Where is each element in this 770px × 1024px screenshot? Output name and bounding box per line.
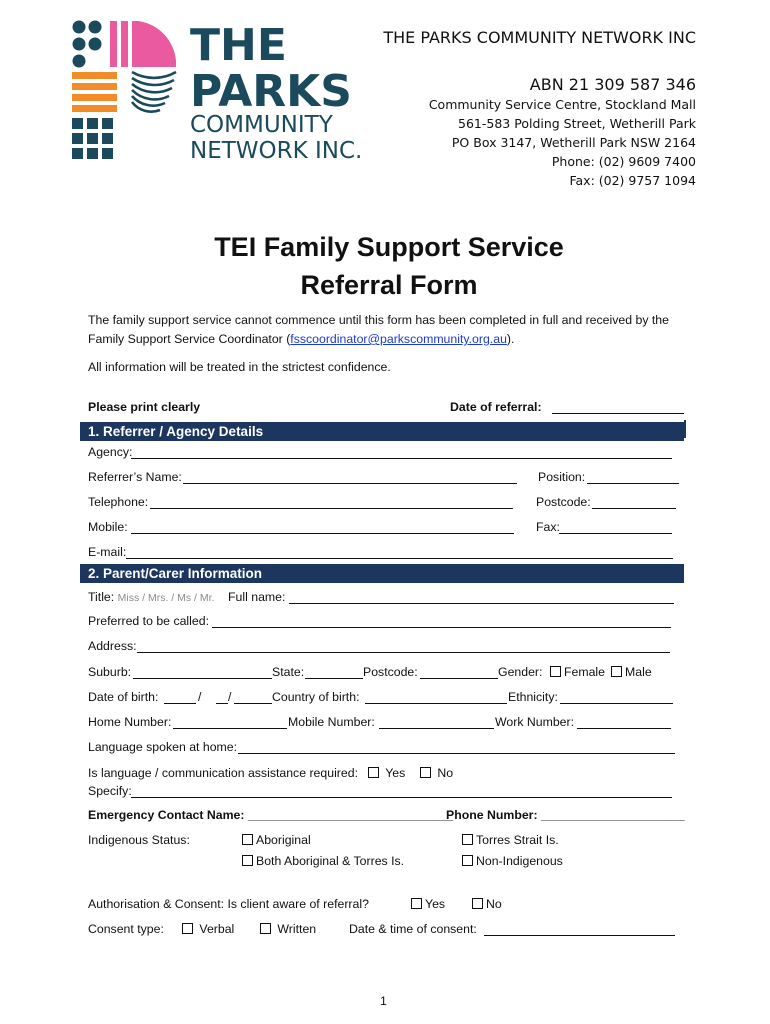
title-options[interactable]: Miss / Mrs. / Ms / Mr. xyxy=(117,592,215,604)
male-option[interactable] xyxy=(611,665,652,679)
specify-field[interactable] xyxy=(131,797,672,798)
dob-month-field[interactable] xyxy=(216,703,228,704)
specify-label: Specify: xyxy=(88,784,132,798)
authorisation-no-text: No xyxy=(486,897,502,911)
assistance-yes-option[interactable] xyxy=(368,766,405,780)
postcode2-label: Postcode: xyxy=(363,665,418,679)
agency-label: Agency: xyxy=(88,445,133,459)
non-indigenous-checkbox[interactable] xyxy=(462,855,473,866)
emergency-contact-text: Emergency Contact Name: xyxy=(88,808,245,822)
authorisation-no-checkbox[interactable] xyxy=(472,898,483,909)
home-number-label: Home Number: xyxy=(88,715,172,729)
aboriginal-checkbox[interactable] xyxy=(242,834,253,845)
aboriginal-text: Aboriginal xyxy=(256,833,311,847)
postcode-field[interactable] xyxy=(592,508,676,509)
authorisation-yes-option[interactable] xyxy=(411,897,445,911)
torres-text: Torres Strait Is. xyxy=(476,833,559,847)
org-fax: Fax: (02) 9757 1094 xyxy=(569,173,696,188)
assistance-question: Is language / communication assistance required: xyxy=(88,766,358,780)
referrer-name-field[interactable] xyxy=(183,483,517,484)
title-label xyxy=(88,590,214,604)
preferred-field[interactable] xyxy=(212,627,671,628)
consent-date-field[interactable] xyxy=(484,935,675,936)
section-bar-edge xyxy=(684,420,686,438)
both-checkbox[interactable] xyxy=(242,855,253,866)
org-address-2: 561-583 Polding Street, Wetherill Park xyxy=(458,116,696,131)
position-field[interactable] xyxy=(587,483,679,484)
org-address-1: Community Service Centre, Stockland Mall xyxy=(428,97,696,112)
form-subtitle: Referral Form xyxy=(300,270,478,300)
phone-number-text: Phone Number: xyxy=(446,808,538,822)
aboriginal-option[interactable] xyxy=(242,833,311,847)
indigenous-label: Indigenous Status: xyxy=(88,833,190,847)
address-label: Address: xyxy=(88,639,137,653)
telephone-label: Telephone: xyxy=(88,495,149,509)
dob-separator-2: / xyxy=(228,690,232,704)
consent-type-label: Consent type: xyxy=(88,922,164,936)
full-name-label: Full name: xyxy=(228,590,286,604)
intro-text-a: The family support service cannot commence until this form has been completed in full and received by the Family Support Service Coordinator ( xyxy=(88,313,669,346)
suburb-label: Suburb: xyxy=(88,665,132,679)
dob-day-field[interactable] xyxy=(164,703,196,704)
email-label: E-mail: xyxy=(88,545,127,559)
telephone-field[interactable] xyxy=(150,508,513,509)
dob-separator-1: / xyxy=(198,690,202,704)
non-indigenous-text: Non-Indigenous xyxy=(476,854,563,868)
verbal-text: Verbal xyxy=(199,922,235,936)
verbal-checkbox[interactable] xyxy=(182,923,193,934)
male-checkbox[interactable] xyxy=(611,666,622,677)
dob-year-field[interactable] xyxy=(234,703,272,704)
written-option[interactable] xyxy=(260,922,316,936)
confidential-note: All information will be treated in the strictest confidence. xyxy=(88,360,391,374)
fax-field[interactable] xyxy=(559,533,672,534)
logo-text-network: NETWORK INC. xyxy=(190,138,363,163)
country-field[interactable] xyxy=(365,703,507,704)
ethnicity-field[interactable] xyxy=(560,703,673,704)
address-field[interactable] xyxy=(137,652,670,653)
intro-text xyxy=(88,311,688,349)
org-abn: ABN 21 309 587 346 xyxy=(529,75,696,94)
print-clearly: Please print clearly xyxy=(88,400,201,414)
parks-logo xyxy=(72,18,372,163)
logo-text-community: COMMUNITY xyxy=(190,112,333,138)
assistance-no-option[interactable] xyxy=(420,766,453,780)
work-number-field[interactable] xyxy=(577,728,671,729)
assistance-yes-text: Yes xyxy=(385,766,406,780)
form-title: TEI Family Support Service xyxy=(214,232,564,262)
org-name: THE PARKS COMMUNITY NETWORK INC xyxy=(383,28,696,47)
dob-label: Date of birth: xyxy=(88,690,159,704)
emergency-contact-field[interactable]: ______________________________ xyxy=(247,808,454,822)
preferred-label: Preferred to be called: xyxy=(88,614,209,628)
non-indigenous-option[interactable] xyxy=(462,854,563,868)
ethnicity-label: Ethnicity: xyxy=(508,690,558,704)
authorisation-question: Authorisation & Consent: Is client aware of referral? xyxy=(88,897,369,911)
both-text: Both Aboriginal & Torres Is. xyxy=(256,854,405,868)
phone-number-field[interactable]: _____________________ xyxy=(540,808,685,822)
date-of-referral-field[interactable] xyxy=(552,413,684,414)
postcode2-field[interactable] xyxy=(420,678,498,679)
section-referrer-header: 1. Referrer / Agency Details xyxy=(80,422,684,441)
title-label-text: Title: xyxy=(88,590,115,604)
gender-label: Gender: xyxy=(498,665,543,679)
logo-text-parks: PARKS xyxy=(190,66,352,117)
torres-checkbox[interactable] xyxy=(462,834,473,845)
home-number-field[interactable] xyxy=(173,728,287,729)
position-label: Position: xyxy=(538,470,586,484)
country-label: Country of birth: xyxy=(272,690,360,704)
state-label: State: xyxy=(272,665,305,679)
intro-text-b: ). xyxy=(506,332,515,346)
assistance-no-checkbox[interactable] xyxy=(420,767,431,778)
verbal-option[interactable] xyxy=(182,922,234,936)
suburb-field[interactable] xyxy=(133,678,272,679)
written-checkbox[interactable] xyxy=(260,923,271,934)
both-option[interactable] xyxy=(242,854,404,868)
assistance-yes-checkbox[interactable] xyxy=(368,767,379,778)
coordinator-email-link[interactable]: fsscoordinator@parkscommunity.org.au xyxy=(290,332,507,346)
logo-text-the: THE xyxy=(190,20,287,71)
mobile-label: Mobile: xyxy=(88,520,128,534)
date-of-referral-label: Date of referral: xyxy=(450,400,542,414)
authorisation-no-option[interactable] xyxy=(472,897,502,911)
male-text: Male xyxy=(625,665,652,679)
mobile-number-field[interactable] xyxy=(379,728,494,729)
phone-number-label xyxy=(446,808,685,822)
agency-field[interactable] xyxy=(131,458,672,459)
state-field[interactable] xyxy=(305,678,363,679)
org-po-box: PO Box 3147, Wetherill Park NSW 2164 xyxy=(451,135,696,150)
written-text: Written xyxy=(277,922,317,936)
authorisation-yes-text: Yes xyxy=(425,897,446,911)
consent-date-label: Date & time of consent: xyxy=(349,922,477,936)
section-parent-header: 2. Parent/Carer Information xyxy=(80,564,684,583)
fax-label: Fax: xyxy=(536,520,560,534)
emergency-contact-label xyxy=(88,808,453,822)
authorisation-yes-checkbox[interactable] xyxy=(411,898,422,909)
page-number: 1 xyxy=(380,994,387,1008)
mobile-number-label: Mobile Number: xyxy=(288,715,375,729)
language-label: Language spoken at home: xyxy=(88,740,238,754)
mobile-field[interactable] xyxy=(131,533,514,534)
assistance-no-text: No xyxy=(437,766,454,780)
full-name-field[interactable] xyxy=(289,603,674,604)
female-text: Female xyxy=(564,665,606,679)
work-number-label: Work Number: xyxy=(495,715,575,729)
email-field[interactable] xyxy=(126,558,673,559)
org-phone: Phone: (02) 9609 7400 xyxy=(551,154,696,169)
postcode-label: Postcode: xyxy=(536,495,591,509)
female-checkbox[interactable] xyxy=(550,666,561,677)
referrer-name-label: Referrer’s Name: xyxy=(88,470,182,484)
logo-mark xyxy=(72,21,176,160)
female-option[interactable] xyxy=(550,665,605,679)
language-field[interactable] xyxy=(238,753,675,754)
torres-option[interactable] xyxy=(462,833,559,847)
